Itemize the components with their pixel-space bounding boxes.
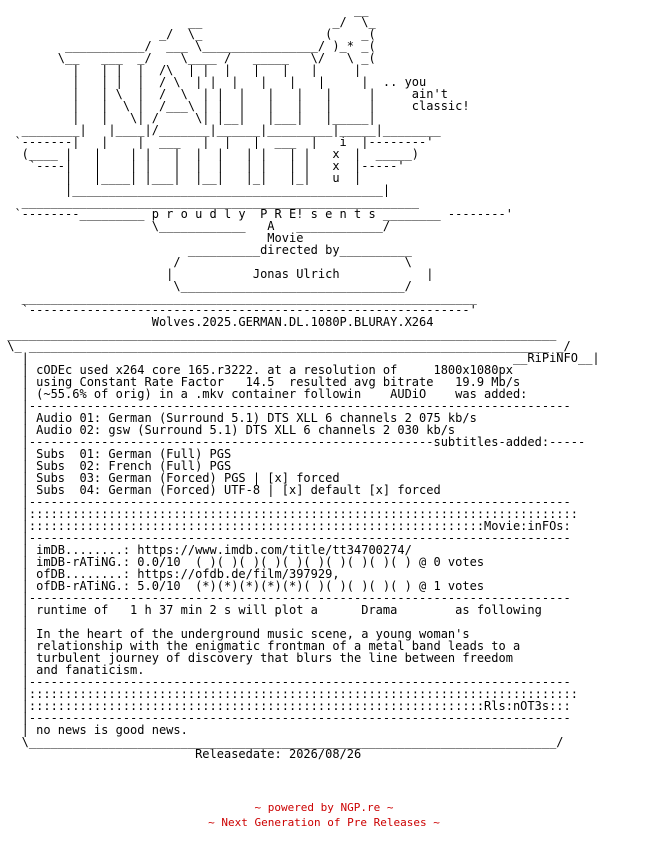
nfo-footer [0, 800, 648, 830]
nfo-line: | cODEc used x264 core 165.r3222. at a resolution of 1800x1080px [0, 363, 513, 377]
nfo-line: | In the heart of the underground music scene, a young woman's [0, 627, 470, 641]
nfo-line: |:::::::::::::::::::::::::::::::::::::::::::::::::::::::::::::::Movie:inFOs: [0, 519, 571, 533]
nfo-line: | | \ | / \ | | | | | | | ain't [0, 87, 448, 101]
nfo-line: |--------------------------------------------------------------------------- [0, 711, 571, 725]
nfo-line: _/ \_ ( _( [0, 27, 376, 41]
nfo-line: |--------------------------------------------------------subtitles-added:----- [0, 435, 586, 449]
nfo-line: | Audio 02: gsw (Surround 5.1) DTS XLL 6 channels 2 030 kb/s [0, 423, 456, 437]
nfo-line: ___________/ ___ \________________/ )_* _( [0, 39, 376, 53]
nfo-line: | turbulent journey of discovery that blurs the line between freedom [0, 651, 513, 665]
nfo-line: __ _/ \_ [0, 15, 376, 29]
nfo-line: | Subs 02: French (Full) PGS [0, 459, 232, 473]
nfo-line: _______________________________________________________________ [0, 291, 477, 305]
nfo-line: \____________ A ____________/ [0, 219, 391, 233]
nfo-line: | ofDB-rATiNG.: 5.0/10 (*)(*)(*)(*)(*)( )( )( )( )( ) @ 1 votes [0, 579, 485, 593]
nfo-line: |--------------------------------------------------------------------------- [0, 399, 571, 413]
nfo-line: | | | | / \ | | | | | | | .. you [0, 75, 427, 89]
nfo-line: | imDB........: https://www.imdb.com/title/tt34700274/ [0, 543, 412, 557]
nfo-line: | |____| |___| |__| |_| |_| u | [0, 171, 362, 185]
nfo-line: `----| | | | | | | | | | | x |-----' [0, 159, 405, 173]
nfo-line: (____ | | | | | | | | | | | x | _____) [0, 147, 420, 161]
nfo-line: | relationship with the enigmatic frontman of a metal band leads to a [0, 639, 521, 653]
nfo-line: __ [0, 4, 369, 17]
nfo-line: | Audio 01: German (Surround 5.1) DTS XLL 6 channels 2 075 kb/s [0, 411, 477, 425]
tagline-text: ~ Next Generation of Pre Releases ~ [208, 816, 440, 829]
nfo-line: _______________________________________________________ [0, 195, 420, 209]
nfo-line: |:::::::::::::::::::::::::::::::::::::::::::::::::::::::::::::::Rls:nOT3s::: [0, 699, 571, 713]
nfo-line: |--------------------------------------------------------------------------- [0, 495, 571, 509]
nfo-line: / \ [0, 255, 412, 269]
nfo-line: ____________________________________________________________________________ [0, 327, 557, 341]
nfo-line: | using Constant Rate Factor 14.5 resulted avg bitrate 19.9 Mb/s [0, 375, 521, 389]
nfo-line: | __RiPiNFO__| [0, 351, 600, 365]
nfo-line: \__ ___ _/ \____ / _____ \/ \ _( [0, 51, 376, 65]
nfo-line: |--------------------------------------------------------------------------- [0, 591, 571, 605]
nfo-line: | Jonas Ulrich | [0, 267, 434, 281]
nfo-line: `-------------------------------------------------------------' [0, 303, 477, 317]
nfo-line: | imDB-rATiNG.: 0.0/10 ( )( )( )( )( )( )( )( )( )( ) @ 0 votes [0, 555, 485, 569]
nfo-line: `-------| | | ___ | | | ___ | i |--------' [0, 135, 434, 149]
nfo-line: |:::::::::::::::::::::::::::::::::::::::::::::::::::::::::::::::::::::::::::: [0, 507, 578, 521]
nfo-line: | and fanaticism. [0, 663, 145, 677]
nfo-line: \_ ________________________________________________________________________ _/ [0, 339, 571, 353]
nfo-line: Wolves.2025.GERMAN.DL.1080P.BLURAY.X264 [0, 315, 434, 329]
nfo-text [0, 4, 648, 760]
nfo-line: `--------_________ p r o u d l y P R E! s e n t s ________ --------' [0, 207, 513, 221]
nfo-line: | (~55.6% of orig) in a .mkv container followin AUDiO was added: [0, 387, 528, 401]
nfo-line: \_________________________________________________________________________/ [0, 735, 564, 749]
nfo-line: |--------------------------------------------------------------------------- [0, 675, 571, 689]
nfo-line: |:::::::::::::::::::::::::::::::::::::::::::::::::::::::::::::::::::::::::::: [0, 687, 578, 701]
powered-by-text: ~ powered by NGP.re ~ [254, 801, 394, 814]
nfo-line: | | | | /\ | | | | | | | [0, 63, 362, 77]
nfo-line: | Subs 03: German (Forced) PGS | [x] forced [0, 471, 340, 485]
nfo-line: | Subs 01: German (Full) PGS [0, 447, 232, 461]
nfo-line: | no news is good news. [0, 723, 188, 737]
nfo-line: Movie [0, 231, 304, 245]
nfo-line: | runtime of 1 h 37 min 2 s will plot a Drama as following [0, 603, 542, 617]
nfo-line: | Subs 04: German (Forced) UTF-8 | [x] default [x] forced [0, 483, 441, 497]
nfo-line: |___________________________________________| [0, 183, 391, 197]
nfo-line: __________directed by__________ [0, 243, 412, 257]
nfo-line: ________| |____|/_______|______|_________|_____|________ [0, 123, 441, 137]
nfo-line: | | \| / \| |__| |___| |_____| [0, 111, 376, 125]
nfo-line: | | \ | /___\ | | | | | | | classic! [0, 99, 470, 113]
nfo-line: | [0, 615, 29, 629]
nfo-line: Releasedate: 2026/08/26 [0, 747, 362, 760]
nfo-line: \_______________________________/ [0, 279, 412, 293]
nfo-line: |--------------------------------------------------------------------------- [0, 531, 571, 545]
nfo-line: | ofDB........: https://ofdb.de/film/397929, [0, 567, 340, 581]
